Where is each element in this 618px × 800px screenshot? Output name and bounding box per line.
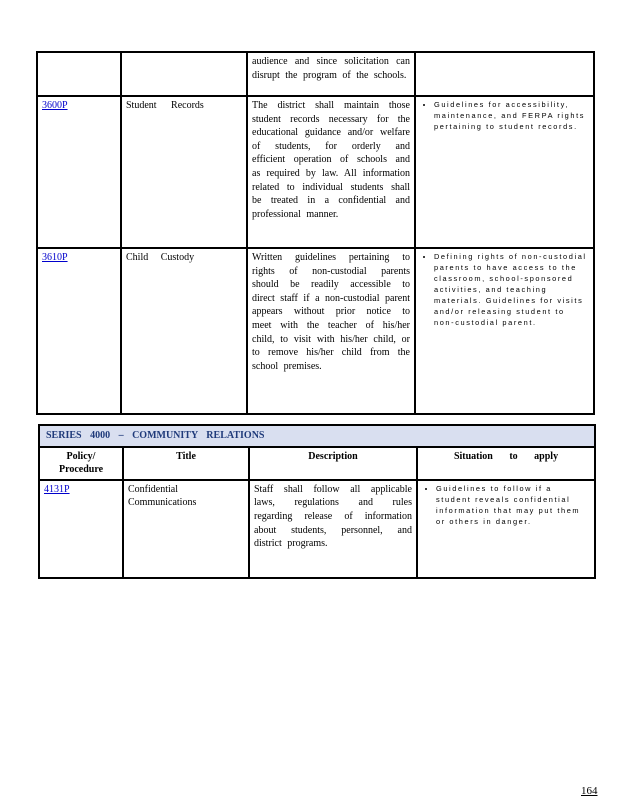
description-cell: The district shall maintain those student records necessary for the educational guidance and/or welfare of students, for orderly and efficient operation of schools and as required by law. All information related to individual students shall be treated in a confidential and professional manner. bbox=[247, 96, 415, 248]
header-title: Title bbox=[123, 447, 249, 480]
policy-cell bbox=[37, 52, 121, 96]
series-header-row bbox=[39, 425, 595, 447]
situation-cell bbox=[417, 480, 595, 578]
policy-cell bbox=[37, 96, 121, 248]
table-row bbox=[37, 52, 594, 96]
policy-link[interactable]: 3610P bbox=[42, 252, 68, 263]
header-policy: Policy/ Procedure bbox=[39, 447, 123, 480]
policy-table-series-4000 bbox=[38, 424, 596, 579]
title-cell: Confidential Communications bbox=[123, 480, 249, 578]
description-cell: Written guidelines pertaining to rights of non-custodial parents should be readily accessible to direct staff if a non-custodial parent appears without prior notice to meet with the teacher of his/her child, to visit with his/her child, or to remove his/her child from the school premises. bbox=[247, 248, 415, 414]
situation-cell bbox=[415, 248, 594, 414]
situation-item: • Defining rights of non-custodial parents to have access to the classroom, school-sponsored activities, and teaching materials. Guidelines for visits and/or releasing student to non-custodial parent. bbox=[434, 251, 589, 328]
situation-item: • Guidelines to follow if a student reveals confidential information that may put them or others in danger. bbox=[436, 483, 590, 527]
policy-cell bbox=[37, 248, 121, 414]
title-cell bbox=[121, 52, 247, 96]
situation-cell bbox=[415, 52, 594, 96]
description-cell: audience and since solicitation can disrupt the program of the schools. bbox=[247, 52, 415, 96]
policy-link[interactable]: 4131P bbox=[44, 483, 70, 495]
column-header-row bbox=[39, 447, 595, 480]
policy-cell bbox=[39, 480, 123, 578]
header-situation: Situation to apply bbox=[417, 447, 595, 480]
situation-item: • Guidelines for accessibility, maintenance, and FERPA rights pertaining to student records. bbox=[434, 99, 589, 132]
page-number: 164 bbox=[581, 785, 598, 797]
title-cell: Child Custody bbox=[121, 248, 247, 414]
header-description: Description bbox=[249, 447, 417, 480]
description-cell: Staff shall follow all applicable laws, regulations and rules regarding release of information about students, personnel, and district programs. bbox=[249, 480, 417, 578]
series-label: SERIES 4000 – COMMUNITY RELATIONS bbox=[39, 425, 595, 447]
policy-link[interactable]: 3600P bbox=[42, 100, 68, 111]
table-row bbox=[37, 248, 594, 414]
table-row bbox=[37, 96, 594, 248]
situation-cell bbox=[415, 96, 594, 248]
table-row bbox=[39, 480, 595, 578]
title-cell: Student Records bbox=[121, 96, 247, 248]
policy-table-series-3000 bbox=[36, 51, 595, 415]
